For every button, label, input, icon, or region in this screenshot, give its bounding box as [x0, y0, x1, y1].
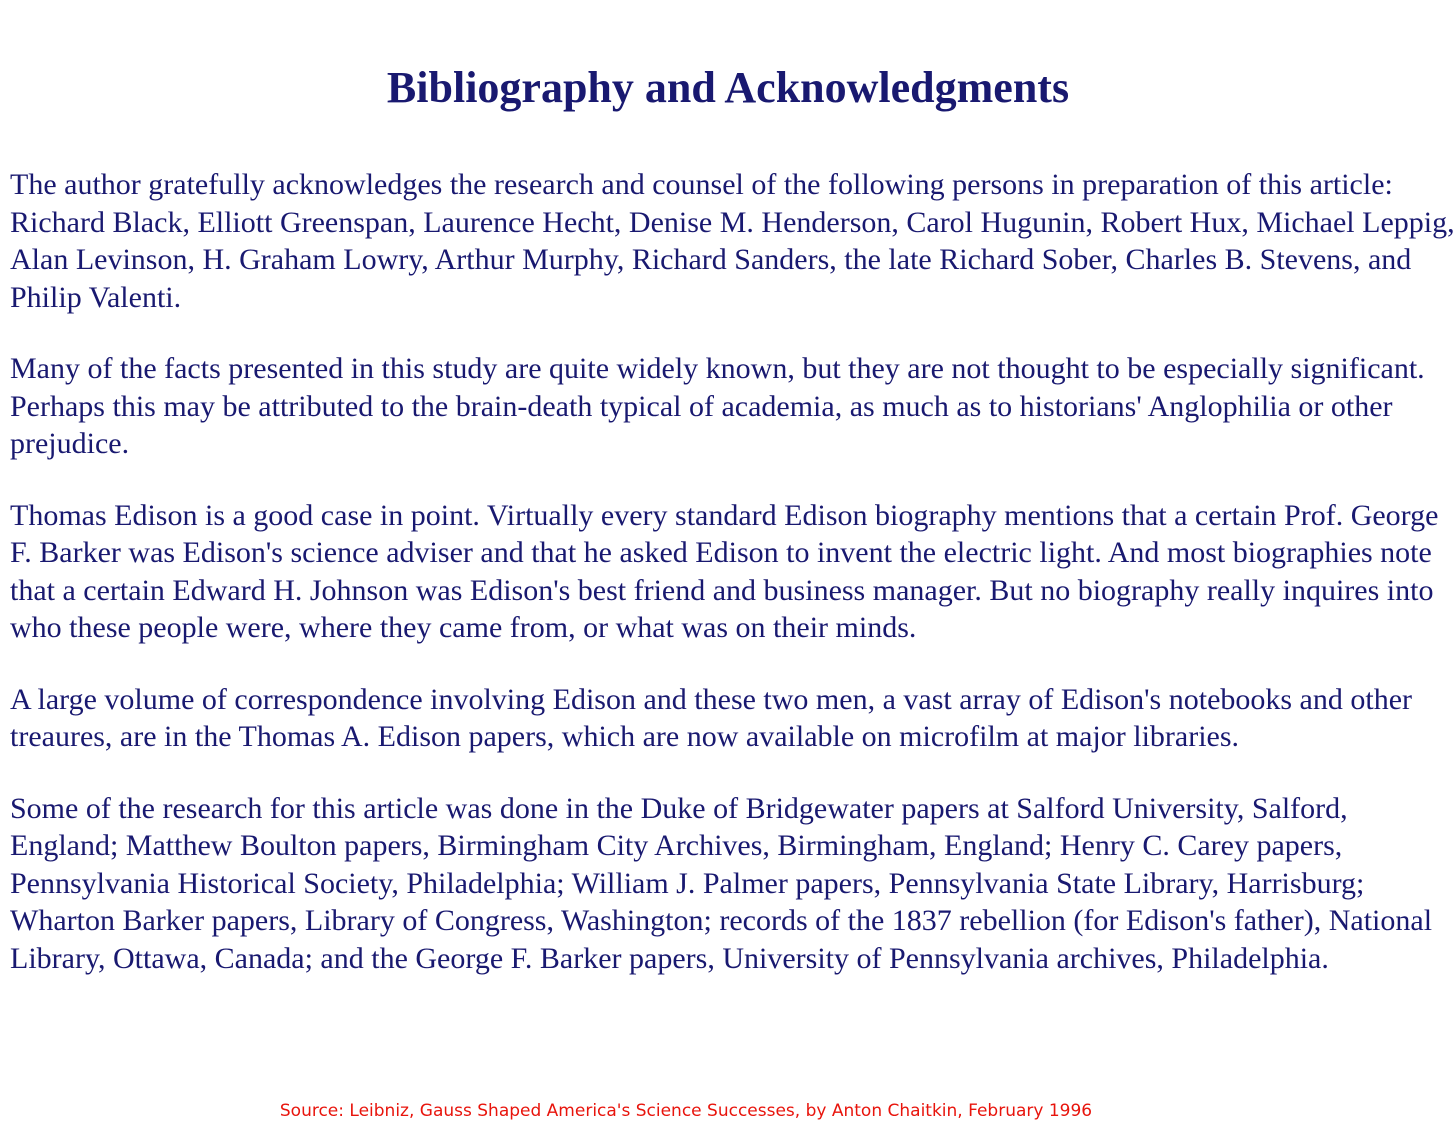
- paragraph-correspondence: A large volume of correspondence involving Edison and these two men, a vast array of Edison's notebooks and other treaures, are in the Thomas A. Edison papers, which are now available on microfilm at major libraries.: [10, 682, 1413, 753]
- paragraph-edison: Thomas Edison is a good case in point. Virtually every standard Edison biography mentions that a certain Prof. George F. Barker was Edison's science adviser and that he asked Edison to invent the electric light. And most biographies note that a certain Edward H. Johnson was Edison's best friend and business manager. But no biography really inquires into who these people were, where they came from, or what was on their minds.: [10, 498, 1439, 644]
- paragraph-research-sources: Some of the research for this article was done in the Duke of Bridgewater papers at Salford University, Salford, England; Matthew Boulton papers, Birmingham City Archives, Birmingham, England; Henry C. Carey papers, Pennsylvania Historical Society, Philadelphia; William J. Palmer papers, Pennsylvania State Library, Harrisburg; Wharton Barker papers, Library of Congress, Washington; records of the 1837 rebellion (for Edison's father), National Library, Ottawa, Canada; and the George F. Barker papers, University of Pennsylvania archives, Philadelphia.: [10, 791, 1433, 975]
- paragraph-acknowledgments: The author gratefully acknowledges the research and counsel of the following persons in preparation of this article: Richard Black, Elliott Greenspan, Laurence Hecht, Denise M. Henderson, Carol Hugunin, Robert Hux, Michael Leppig, Alan Levinson, H. Graham Lowry, Arthur Murphy, Richard Sanders, the late Richard Sober, Charles B. Stevens, and Philip Valenti.: [10, 168, 1455, 314]
- paragraph-facts: Many of the facts presented in this study are quite widely known, but they are not thought to be especially significant. Perhaps this may be attributed to the brain-death typical of academia, as much as to historians' Anglophilia or other prejudice.: [10, 352, 1425, 460]
- document-body: [10, 166, 1456, 977]
- source-citation: Source: Leibniz, Gauss Shaped America's Science Successes, by Anton Chaitkin, February 1996: [279, 1101, 1093, 1121]
- page-title: Bibliography and Acknowledgments: [386, 63, 1070, 112]
